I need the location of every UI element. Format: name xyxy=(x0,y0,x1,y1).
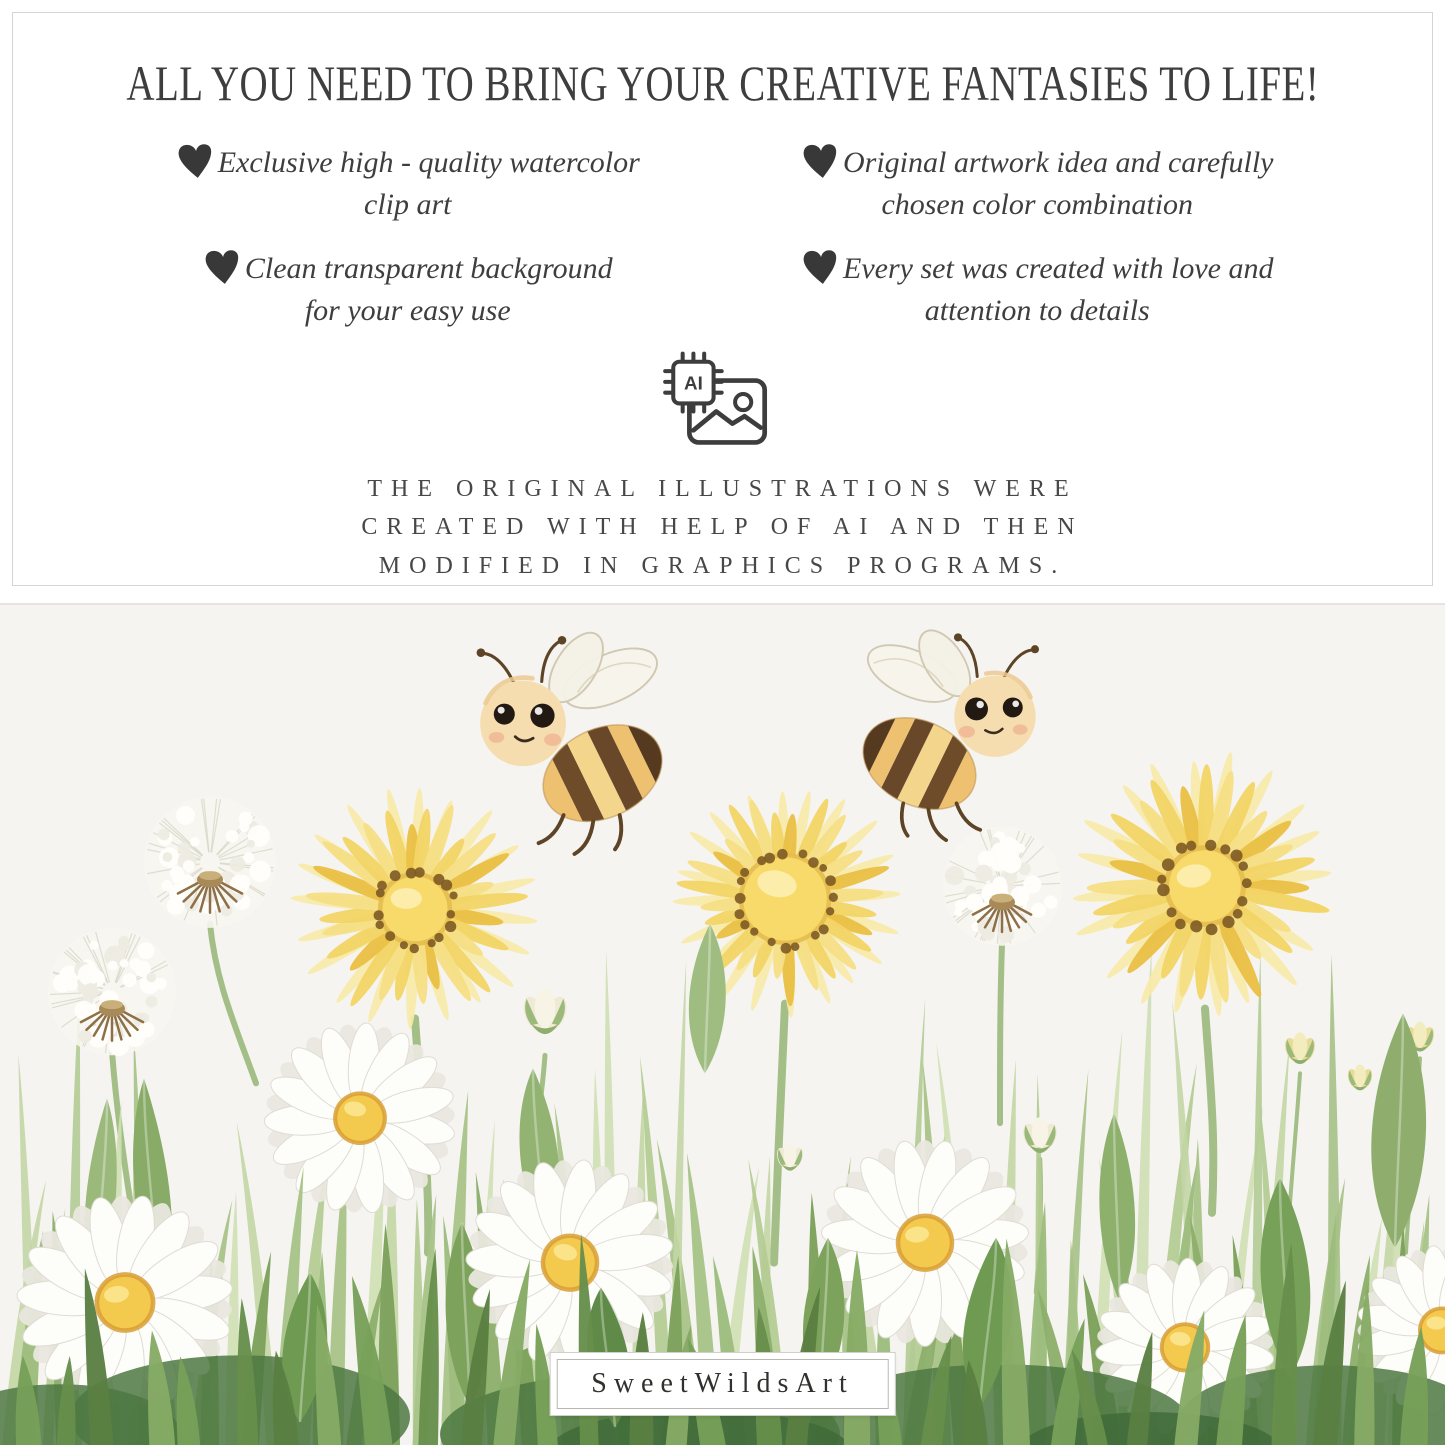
dandelion-puff xyxy=(942,826,1062,946)
feature-text: attention to details xyxy=(924,294,1150,327)
feature-list xyxy=(13,145,1432,329)
watermark xyxy=(549,1352,896,1416)
info-panel xyxy=(12,12,1433,586)
ai-chip-label: AI xyxy=(683,372,703,394)
feature-text: Original artwork idea and carefully xyxy=(842,146,1274,179)
feature-text: for your easy use xyxy=(304,294,511,327)
feature-transparent-background xyxy=(93,251,723,329)
feature-text: Every set was created with love and xyxy=(843,252,1274,285)
feature-original-artwork xyxy=(723,145,1353,223)
heart-icon xyxy=(174,138,218,182)
feature-text: chosen color combination xyxy=(881,188,1194,221)
feature-made-with-love xyxy=(723,251,1353,329)
feature-text: clip art xyxy=(364,188,452,221)
watercolor-meadow-illustration xyxy=(0,605,1445,1445)
ai-disclaimer: THE ORIGINAL ILLUSTRATIONS WERE CREATED WITH HELP OF AI AND THEN MODIFIED IN GRAPHICS PROGRAMS. xyxy=(361,475,1084,579)
dandelion-puff xyxy=(48,928,176,1056)
feature-exclusive-clipart xyxy=(93,145,723,223)
heart-icon xyxy=(201,244,245,288)
ai-image-icon xyxy=(661,351,785,452)
artwork-section xyxy=(0,603,1445,1445)
watermark-text: SweetWildsArt xyxy=(556,1359,889,1409)
heart-icon xyxy=(799,138,843,182)
headline: ALL YOU NEED TO BRING YOUR CREATIVE FANTASIES TO LIFE! xyxy=(126,54,1319,112)
dandelion-puff xyxy=(144,796,276,928)
feature-text: Clean transparent background xyxy=(244,252,613,285)
heart-icon xyxy=(799,244,843,288)
feature-text: Exclusive high - quality watercolor xyxy=(217,146,640,179)
